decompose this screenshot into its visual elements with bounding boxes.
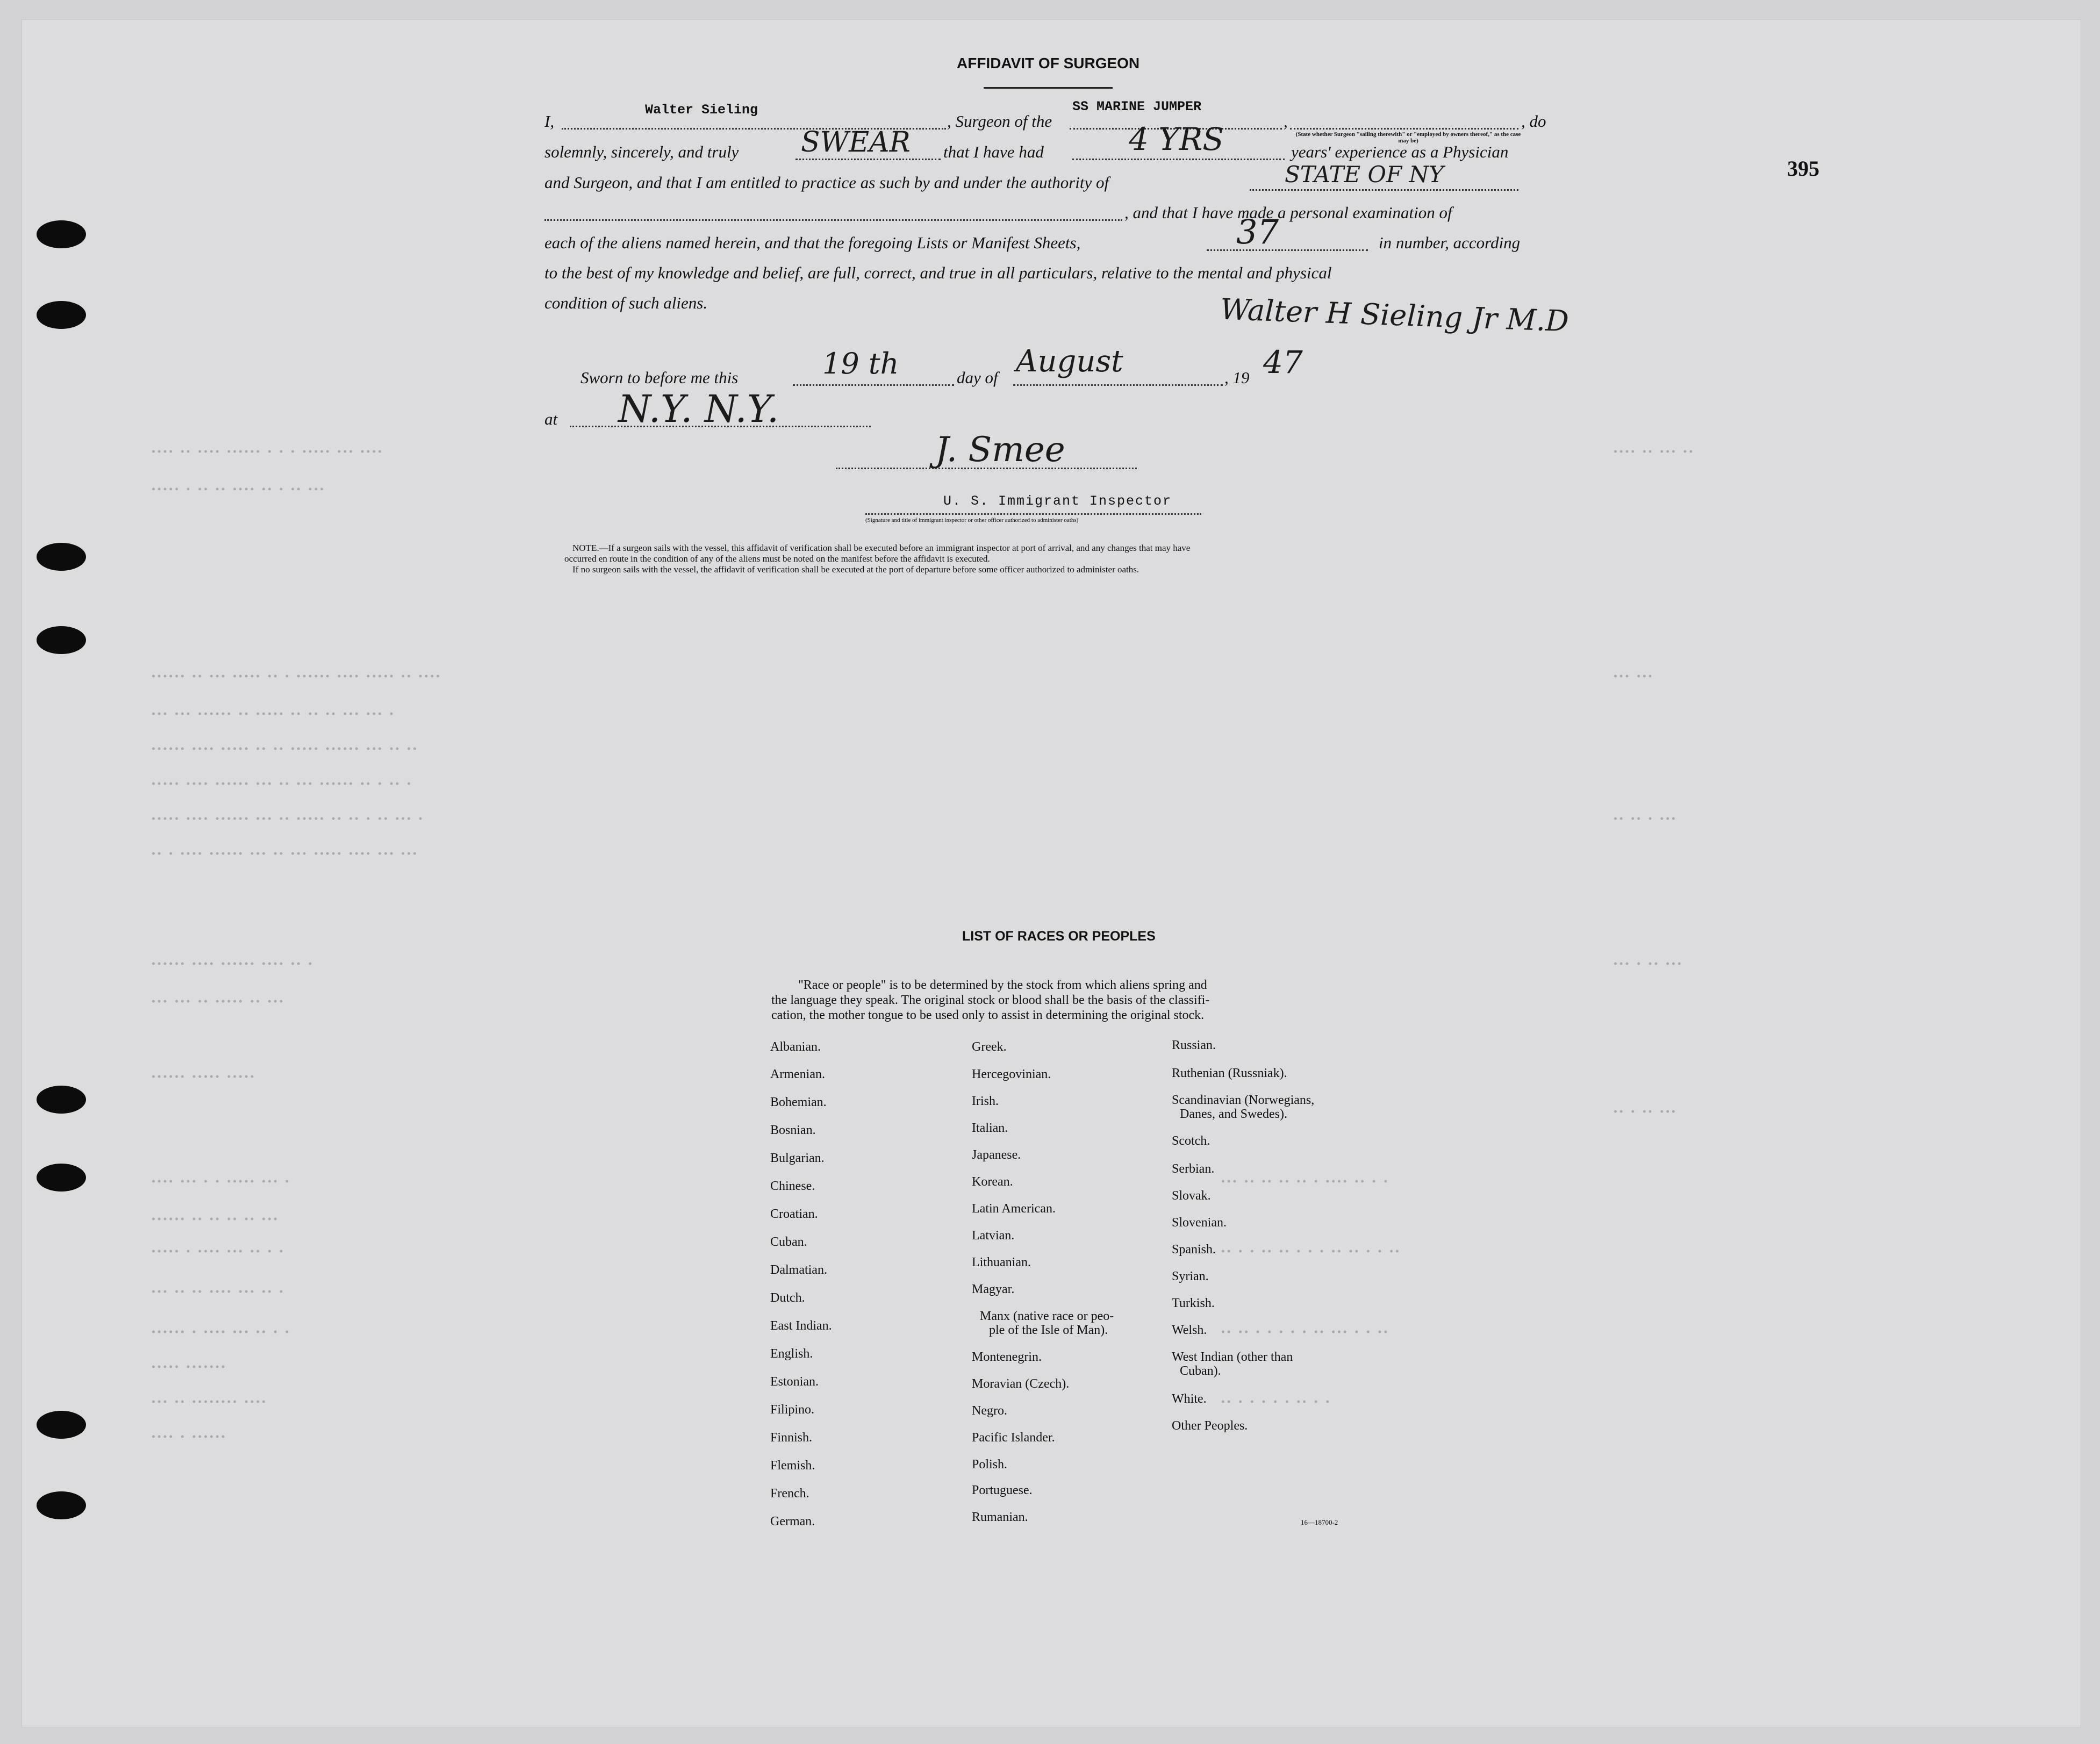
sheets-handwritten: 37	[1236, 212, 1279, 252]
race-item: German.	[770, 1515, 815, 1528]
race-item: East Indian.	[770, 1319, 832, 1333]
race-item: Polish.	[972, 1458, 1008, 1472]
sheets-line	[1207, 249, 1368, 251]
vessel-line-2	[1290, 128, 1518, 130]
surgeon-signature: Walter H Sieling Jr M.D	[1220, 292, 1569, 339]
race-item: Slovak.	[1172, 1189, 1211, 1203]
race-item: Ruthenian (Russniak).	[1172, 1066, 1287, 1080]
note-line-1: NOTE.—If a surgeon sails with the vessel, this affidavit of verification shall be executed before an immigrant inspector at port of arrival, and any changes that may have	[572, 543, 1191, 553]
oath-line	[795, 159, 941, 160]
line1-comma: ,	[1284, 112, 1288, 131]
authority-handwritten: STATE OF NY	[1285, 161, 1444, 188]
race-item: Irish.	[972, 1094, 999, 1108]
punch-hole	[37, 1491, 86, 1519]
race-item: Slovenian.	[1172, 1216, 1227, 1230]
oath-handwritten: SWEAR	[801, 126, 911, 159]
race-item: White.	[1172, 1392, 1207, 1406]
race-item: Filipino.	[770, 1403, 815, 1417]
sworn-mid: day of	[957, 368, 998, 387]
race-item: West Indian (other than	[1172, 1350, 1293, 1364]
line6: to the best of my knowledge and belief, are full, correct, and true in all particulars, relative to the mental and physical	[544, 263, 1332, 282]
race-item: Montenegrin.	[972, 1350, 1042, 1364]
race-item: Bohemian.	[770, 1095, 827, 1109]
race-item: Finnish.	[770, 1431, 813, 1445]
inspector-caption: (Signature and title of immigrant inspector or other officer authorized to administer oaths)	[865, 517, 1079, 523]
affidavit-title: AFFIDAVIT OF SURGEON	[957, 55, 1140, 71]
punch-hole	[37, 626, 86, 654]
races-intro-1: "Race or people" is to be determined by the stock from which aliens spring and	[798, 978, 1207, 992]
race-item: Manx (native race or peo-	[980, 1309, 1114, 1323]
punch-hole	[37, 1164, 86, 1192]
vessel-name: SS MARINE JUMPER	[1072, 99, 1202, 114]
race-item: ple of the Isle of Man).	[989, 1323, 1108, 1337]
years-handwritten: 4 YRS	[1129, 121, 1224, 157]
inspector-title: U. S. Immigrant Inspector	[943, 493, 1172, 509]
note-line-3: If no surgeon sails with the vessel, the affidavit of verification shall be executed at the port of departure before some officer authorized to administer oaths.	[572, 564, 1139, 575]
race-item: Spanish.	[1172, 1243, 1216, 1257]
race-item: Negro.	[972, 1404, 1007, 1418]
race-item: Cuban).	[1180, 1364, 1221, 1378]
page-number: 395	[1787, 156, 1819, 181]
race-item: Korean.	[972, 1175, 1013, 1189]
sworn-day: 19 th	[822, 347, 899, 381]
form-code: 16—18700-2	[1301, 1518, 1338, 1526]
race-item: Cuban.	[770, 1235, 807, 1249]
race-item: Turkish.	[1172, 1296, 1215, 1310]
race-item: Welsh.	[1172, 1323, 1207, 1337]
race-item: Hercegovinian.	[972, 1067, 1051, 1081]
at-prefix: at	[544, 410, 558, 428]
race-item: Bulgarian.	[770, 1151, 825, 1165]
race-item: Syrian.	[1172, 1269, 1209, 1283]
day-line	[793, 384, 954, 386]
sworn-month: August	[1016, 344, 1123, 379]
line4-suffix: , and that I have made a personal examination of	[1124, 203, 1452, 222]
race-item: Scotch.	[1172, 1134, 1210, 1148]
surgeon-name: Walter Sieling	[645, 102, 758, 118]
race-item: Magyar.	[972, 1282, 1015, 1296]
race-item: Russian.	[1172, 1038, 1216, 1052]
race-item: Portuguese.	[972, 1483, 1033, 1497]
punch-hole	[37, 1086, 86, 1114]
race-item: Chinese.	[770, 1179, 815, 1193]
line2-mid: that I have had	[943, 142, 1044, 161]
race-item: Latin American.	[972, 1202, 1056, 1216]
authority-line-2	[544, 219, 1122, 221]
race-item: Scandinavian (Norwegians,	[1172, 1093, 1315, 1107]
punch-hole	[37, 220, 86, 248]
punch-hole	[37, 1411, 86, 1439]
line7: condition of such aliens.	[544, 293, 708, 312]
race-item: Danes, and Swedes).	[1180, 1107, 1287, 1121]
race-item: English.	[770, 1347, 813, 1361]
line1-mid: , Surgeon of the	[947, 112, 1052, 131]
race-item: French.	[770, 1487, 809, 1501]
race-item: Bosnian.	[770, 1123, 816, 1137]
line5-suffix: in number, according	[1379, 233, 1521, 252]
race-item: Serbian.	[1172, 1162, 1215, 1176]
race-item: Italian.	[972, 1121, 1008, 1135]
surgeon-status-note: (State whether Surgeon "sailing therewith" or "employed by owners thereof," as the case may be)	[1295, 131, 1521, 144]
race-item: Pacific Islander.	[972, 1431, 1055, 1445]
races-title: LIST OF RACES OR PEOPLES	[962, 929, 1156, 944]
place-handwritten: N.Y. N.Y.	[618, 387, 779, 431]
race-item: Flemish.	[770, 1459, 815, 1473]
note-line-2: occurred en route in the condition of any of the aliens must be noted on the manifest before the affidavit is executed.	[564, 554, 990, 564]
inspector-signature: J. Smee	[935, 430, 1065, 470]
punch-hole	[37, 543, 86, 571]
race-item: Other Peoples.	[1172, 1419, 1248, 1433]
race-item: Albanian.	[770, 1040, 821, 1054]
line5-prefix: each of the aliens named herein, and that the foregoing Lists or Manifest Sheets,	[544, 233, 1081, 252]
race-item: Croatian.	[770, 1207, 818, 1221]
race-item: Armenian.	[770, 1067, 825, 1081]
title-rule	[984, 87, 1113, 89]
authority-line	[1250, 189, 1518, 191]
years-line	[1072, 159, 1285, 160]
race-item: Estonian.	[770, 1375, 819, 1389]
race-item: Dalmatian.	[770, 1263, 827, 1277]
line3-prefix: and Surgeon, and that I am entitled to practice as such by and under the authority of	[544, 173, 1109, 192]
line2-suffix: years' experience as a Physician	[1291, 142, 1509, 161]
sworn-year: 47	[1263, 344, 1303, 381]
line1-suffix: , do	[1521, 112, 1546, 131]
line1-prefix: I,	[544, 112, 555, 131]
sworn-year-prefix: , 19	[1224, 368, 1250, 387]
month-line	[1013, 384, 1223, 386]
race-item: Greek.	[972, 1040, 1007, 1054]
races-intro-3: cation, the mother tongue to be used only to assist in determining the original stock.	[771, 1008, 1205, 1022]
race-item: Latvian.	[972, 1229, 1015, 1243]
race-item: Dutch.	[770, 1291, 805, 1305]
races-intro-2: the language they speak. The original stock or blood shall be the basis of the classifi-	[771, 993, 1210, 1007]
line2-prefix: solemnly, sincerely, and truly	[544, 142, 739, 161]
race-item: Japanese.	[972, 1148, 1021, 1162]
race-item: Lithuanian.	[972, 1255, 1031, 1269]
race-item: Moravian (Czech).	[972, 1377, 1070, 1391]
sworn-prefix: Sworn to before me this	[580, 368, 739, 387]
punch-hole	[37, 301, 86, 329]
inspector-title-line	[865, 513, 1201, 515]
race-item: Rumanian.	[972, 1510, 1028, 1524]
